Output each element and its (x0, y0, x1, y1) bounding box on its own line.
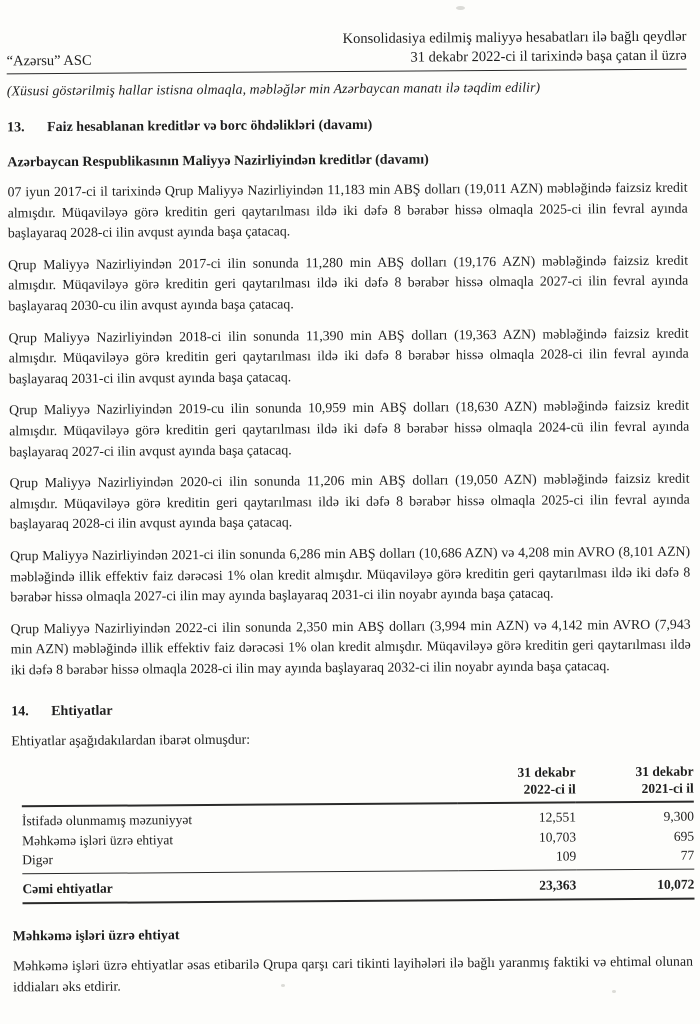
court-provision-paragraph: Məhkəmə işləri üzrə ehtiyatlar əsas etibarilə Qrupa qarşı cari tikinti layihələri ilə bağlı yaranmış faktiki və ehtimal olunan iddiaları əks etdirir. (12, 953, 693, 995)
report-title-line2: 31 dekabr 2022-ci il tarixində başa çatan il üzrə (410, 47, 687, 66)
document-header (6, 28, 686, 75)
section-13-subsection-heading: Azərbaycan Respublikasının Maliyyə Nazirliyindən kreditlər (davamı) (7, 152, 429, 171)
loan-paragraph-2017-june: 07 iyun 2017-ci il tarixində Qrup Maliyyə Nazirliyindən 11,183 min ABŞ dolları (19,011 AZN) məbləğində faizsiz kredit almışdır. Müqaviləyə görə kreditin geri qaytarılması ildə iki dəfə 8 bərabər hissə olmaqla 2025-ci ilin fevral ayında başlayaraq 2028-ci ilin avqust ayında başa çatacaq. (7, 179, 688, 241)
row-label: Məhkəmə işləri üzrə ehtiyat (22, 831, 174, 848)
scan-artifact (281, 984, 285, 987)
section-13-number: 13. (7, 120, 25, 136)
report-title-line1: Konsolidasiya edilmiş maliyyə hesabatları ilə bağlı qeydlər (342, 28, 687, 48)
table-header-row (22, 763, 694, 807)
row-value-2021: 695 (673, 828, 695, 844)
table-total-row (22, 869, 694, 904)
loan-paragraph-2021: Qrup Maliyyə Nazirliyindən 2021-ci ilin sonunda 6,286 min ABŞ dolları (10,686 AZN) və 4,208 min AVRO (8,101 AZN) məbləğində illik effektiv faiz dərəcəsi 1% olan kredit almışdır. Müqaviləyə görə kreditin geri qaytarılması ildə iki dəfə 8 bərabər hissə olmaqla 2027-ci ilin may ayında başlayaraq 2031-ci ilin noyabr ayında başa çatacaq. (10, 543, 691, 605)
loan-paragraph-2019: Qrup Maliyyə Nazirliyindən 2019-cu ilin sonunda 10,959 min ABŞ dolları (18,630 AZN) məbləğində faizsiz kredit almışdır. Müqaviləyə görə kreditin geri qaytarılması ildə iki dəfə 8 bərabər hissə olmaqla 2024-cü ilin fevral ayında başlayaraq 2027-ci ilin avqust ayında başa çatacaq. (9, 397, 690, 459)
row-value-2022: 10,703 (538, 828, 577, 845)
provisions-table (22, 763, 695, 905)
scan-artifact (456, 6, 465, 10)
loan-paragraph-2020: Qrup Maliyyə Nazirliyindən 2020-ci ilin sonunda 11,206 min ABŞ dolları (19,050 AZN) məbləğində faizsiz kredit almışdır. Müqaviləyə görə kreditin geri qaytarılması ildə iki dəfə 8 bərabər hissə olmaqla 2025-ci ilin fevral ayında başlayaraq 2028-ci ilin avqust ayında başa çatacaq. (9, 470, 690, 532)
section-13-title: Faiz hesablanan kreditlər və borc öhdəlikləri (davamı) (47, 117, 373, 136)
loan-paragraph-2022: Qrup Maliyyə Nazirliyindən 2022-ci ilin sonunda 2,350 min ABŞ dolları (3,994 min AZN) və 4,142 min AVRO (7,943 min AZN) məbləğində illik effektiv faiz dərəcəsi 1% olan kredit almışdır. Müqaviləyə görə kreditin geri qaytarılması ildə iki dəfə 8 bərabər hissə olmaqla 2028-ci ilin may ayında başlayaraq 2032-ci ilin noyabr ayında başa çatacaq. (10, 616, 691, 678)
company-name: “Azərsu” ASC (6, 52, 92, 70)
section-13-heading (7, 116, 687, 137)
provisions-intro: Ehtiyatlar aşağıdakılardan ibarət olmuşdur: (11, 732, 251, 749)
row-value-2021: 77 (576, 846, 694, 870)
table-header-2022: 31 dekabr 2022-ci il (458, 763, 576, 803)
table-header-empty (22, 764, 458, 806)
total-label: Cəmi ehtiyatlar (22, 870, 458, 903)
court-provision-heading: Məhkəmə işləri üzrə ehtiyat (12, 928, 180, 945)
total-value-2022: 23,363 (458, 869, 576, 900)
total-value-2021: 10,072 (576, 869, 694, 900)
scan-artifact (612, 990, 616, 993)
row-value-2022: 12,551 (538, 809, 576, 825)
loan-paragraph-2017: Qrup Maliyyə Nazirliyindən 2017-ci ilin sonunda 11,280 min ABŞ dolları (19,176 AZN) məbləğində faizsiz kredit almışdır. Müqaviləyə görə kreditin geri qaytarılması ildə iki dəfə 8 bərabər hissə olmaqla 2027-ci ilin fevral ayında başlayaraq 2030-cu ilin avqust ayında başa çatacaq. (8, 252, 689, 314)
row-value-2021: 9,300 (663, 808, 694, 824)
row-label: Digər (22, 847, 458, 873)
row-label: İstifadə olunmamış məzuniyyət (21, 812, 193, 829)
table-header-2021: 31 dekabr 2021-ci il (576, 763, 694, 803)
loan-paragraph-2018: Qrup Maliyyə Nazirliyindən 2018-ci ilin sonunda 11,390 min ABŞ dolları (19,363 AZN) məbləğində faizsiz kredit almışdır. Müqaviləyə görə kreditin geri qaytarılması ildə iki dəfə 8 bərabər hissə olmaqla 2028-ci ilin fevral ayında başlayaraq 2031-ci ilin avqust ayında başa çatacaq. (8, 325, 689, 387)
currency-note: (Xüsusi göstərilmiş hallar istisna olmaqla, məbləğlər min Azərbaycan manatı ilə təqdim edilir) (6, 79, 541, 99)
report-title (343, 28, 687, 68)
section-14-heading (11, 700, 691, 721)
row-value-2022: 109 (458, 846, 576, 870)
section-14-number: 14. (11, 704, 29, 720)
section-14-title: Ehtiyatlar (51, 704, 113, 720)
